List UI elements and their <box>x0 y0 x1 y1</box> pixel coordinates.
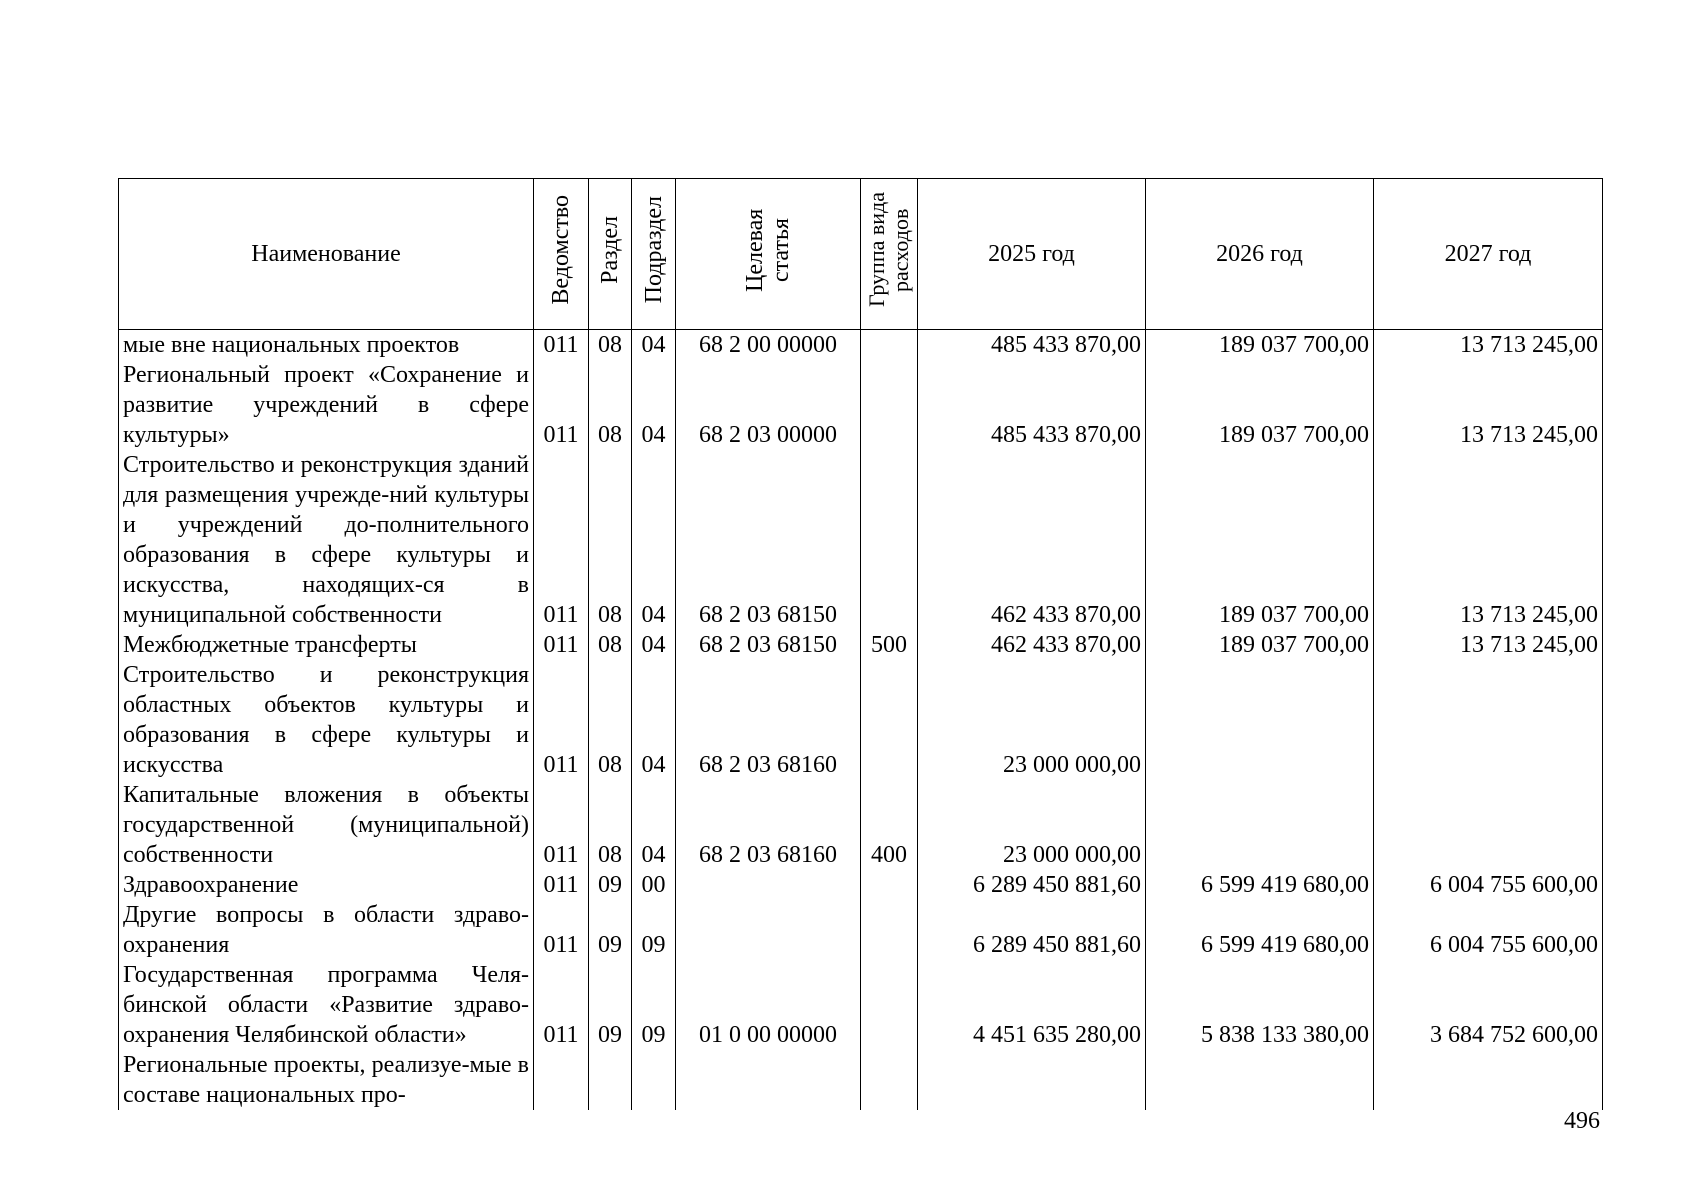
row-subsection: 04 <box>632 360 676 450</box>
row-2026 <box>1146 780 1374 870</box>
row-2026: 6 599 419 680,00 <box>1146 900 1374 960</box>
row-section: 09 <box>589 870 632 900</box>
row-2025: 485 433 870,00 <box>918 360 1146 450</box>
row-2027: 13 713 245,00 <box>1374 360 1603 450</box>
row-subsection <box>632 1050 676 1110</box>
row-dept: 011 <box>534 780 589 870</box>
row-2026 <box>1146 1050 1374 1110</box>
row-subsection: 04 <box>632 780 676 870</box>
row-2026: 189 037 700,00 <box>1146 630 1374 660</box>
row-2027: 6 004 755 600,00 <box>1374 870 1603 900</box>
row-name: Межбюджетные трансферты <box>119 630 534 660</box>
row-name: Строительство и реконструкция областных объектов культуры и образования в сфере культуры и искусства <box>119 660 534 780</box>
row-section <box>589 1050 632 1110</box>
header-target-article: Целевая статья <box>676 179 861 330</box>
row-group <box>861 1050 918 1110</box>
table-row <box>119 330 1603 361</box>
table-row <box>119 900 1603 960</box>
row-article <box>676 1050 861 1110</box>
row-name: Здравоохранение <box>119 870 534 900</box>
row-article: 68 2 00 00000 <box>676 330 861 361</box>
row-article: 68 2 03 68160 <box>676 660 861 780</box>
table-row <box>119 780 1603 870</box>
row-article: 68 2 03 68160 <box>676 780 861 870</box>
row-2025: 4 451 635 280,00 <box>918 960 1146 1050</box>
row-group <box>861 870 918 900</box>
row-subsection: 09 <box>632 960 676 1050</box>
row-dept: 011 <box>534 450 589 630</box>
row-subsection: 04 <box>632 330 676 361</box>
row-group <box>861 450 918 630</box>
row-group <box>861 900 918 960</box>
row-2025: 23 000 000,00 <box>918 660 1146 780</box>
table-row <box>119 870 1603 900</box>
row-2026: 6 599 419 680,00 <box>1146 870 1374 900</box>
row-group <box>861 960 918 1050</box>
row-section: 08 <box>589 330 632 361</box>
row-2025: 6 289 450 881,60 <box>918 870 1146 900</box>
row-2026: 189 037 700,00 <box>1146 330 1374 361</box>
row-2027: 13 713 245,00 <box>1374 330 1603 361</box>
row-article: 68 2 03 00000 <box>676 360 861 450</box>
budget-table <box>118 178 1603 1110</box>
row-2025: 462 433 870,00 <box>918 630 1146 660</box>
row-2026: 189 037 700,00 <box>1146 450 1374 630</box>
row-dept: 011 <box>534 330 589 361</box>
row-article <box>676 870 861 900</box>
row-dept: 011 <box>534 900 589 960</box>
row-2027: 13 713 245,00 <box>1374 630 1603 660</box>
table-row <box>119 1050 1603 1110</box>
row-2027: 3 684 752 600,00 <box>1374 960 1603 1050</box>
row-article: 68 2 03 68150 <box>676 630 861 660</box>
row-2027 <box>1374 660 1603 780</box>
row-name: Строительство и реконструкция зданий для размещения учрежде-ний культуры и учреждений до-полнительного образования в сфере культуры и искусства, находящих-ся в муниципальной собственности <box>119 450 534 630</box>
row-dept: 011 <box>534 960 589 1050</box>
row-article <box>676 900 861 960</box>
row-2026 <box>1146 660 1374 780</box>
row-section: 09 <box>589 900 632 960</box>
row-subsection: 00 <box>632 870 676 900</box>
header-expense-group: Группа вида расходов <box>861 179 918 330</box>
row-group: 400 <box>861 780 918 870</box>
header-2026: 2026 год <box>1146 179 1374 330</box>
row-2026: 189 037 700,00 <box>1146 360 1374 450</box>
table-row <box>119 960 1603 1050</box>
row-name: Капитальные вложения в объекты государственной (муниципальной) собственности <box>119 780 534 870</box>
header-row <box>119 179 1603 330</box>
row-subsection: 09 <box>632 900 676 960</box>
row-dept: 011 <box>534 870 589 900</box>
header-2025: 2025 год <box>918 179 1146 330</box>
row-article: 01 0 00 00000 <box>676 960 861 1050</box>
row-name: Другие вопросы в области здраво-охранения <box>119 900 534 960</box>
table-row <box>119 450 1603 630</box>
row-2025: 6 289 450 881,60 <box>918 900 1146 960</box>
table-row <box>119 360 1603 450</box>
row-group <box>861 660 918 780</box>
row-section: 08 <box>589 360 632 450</box>
row-subsection: 04 <box>632 660 676 780</box>
header-2027: 2027 год <box>1374 179 1603 330</box>
row-subsection: 04 <box>632 450 676 630</box>
header-name: Наименование <box>119 179 534 330</box>
header-dept: Ведомство <box>534 179 589 330</box>
row-dept: 011 <box>534 360 589 450</box>
row-2026: 5 838 133 380,00 <box>1146 960 1374 1050</box>
table-row <box>119 630 1603 660</box>
row-dept: 011 <box>534 630 589 660</box>
row-section: 08 <box>589 450 632 630</box>
row-group <box>861 360 918 450</box>
row-2027 <box>1374 1050 1603 1110</box>
row-section: 08 <box>589 630 632 660</box>
row-2025: 485 433 870,00 <box>918 330 1146 361</box>
row-name: Региональный проект «Сохранение и развитие учреждений в сфере культуры» <box>119 360 534 450</box>
row-dept <box>534 1050 589 1110</box>
row-article: 68 2 03 68150 <box>676 450 861 630</box>
table-row <box>119 660 1603 780</box>
row-name: Региональные проекты, реализуе-мые в составе национальных про- <box>119 1050 534 1110</box>
row-2025: 23 000 000,00 <box>918 780 1146 870</box>
row-2027 <box>1374 780 1603 870</box>
row-group <box>861 330 918 361</box>
header-section: Раздел <box>589 179 632 330</box>
row-2025: 462 433 870,00 <box>918 450 1146 630</box>
page-number: 496 <box>1564 1108 1600 1134</box>
row-section: 09 <box>589 960 632 1050</box>
row-subsection: 04 <box>632 630 676 660</box>
row-name: мые вне национальных проектов <box>119 330 534 361</box>
row-dept: 011 <box>534 660 589 780</box>
row-2027: 6 004 755 600,00 <box>1374 900 1603 960</box>
row-section: 08 <box>589 780 632 870</box>
row-2025 <box>918 1050 1146 1110</box>
row-section: 08 <box>589 660 632 780</box>
header-subsection: Подраздел <box>632 179 676 330</box>
row-group: 500 <box>861 630 918 660</box>
row-2027: 13 713 245,00 <box>1374 450 1603 630</box>
row-name: Государственная программа Челя-бинской области «Развитие здраво-охранения Челябинской области» <box>119 960 534 1050</box>
